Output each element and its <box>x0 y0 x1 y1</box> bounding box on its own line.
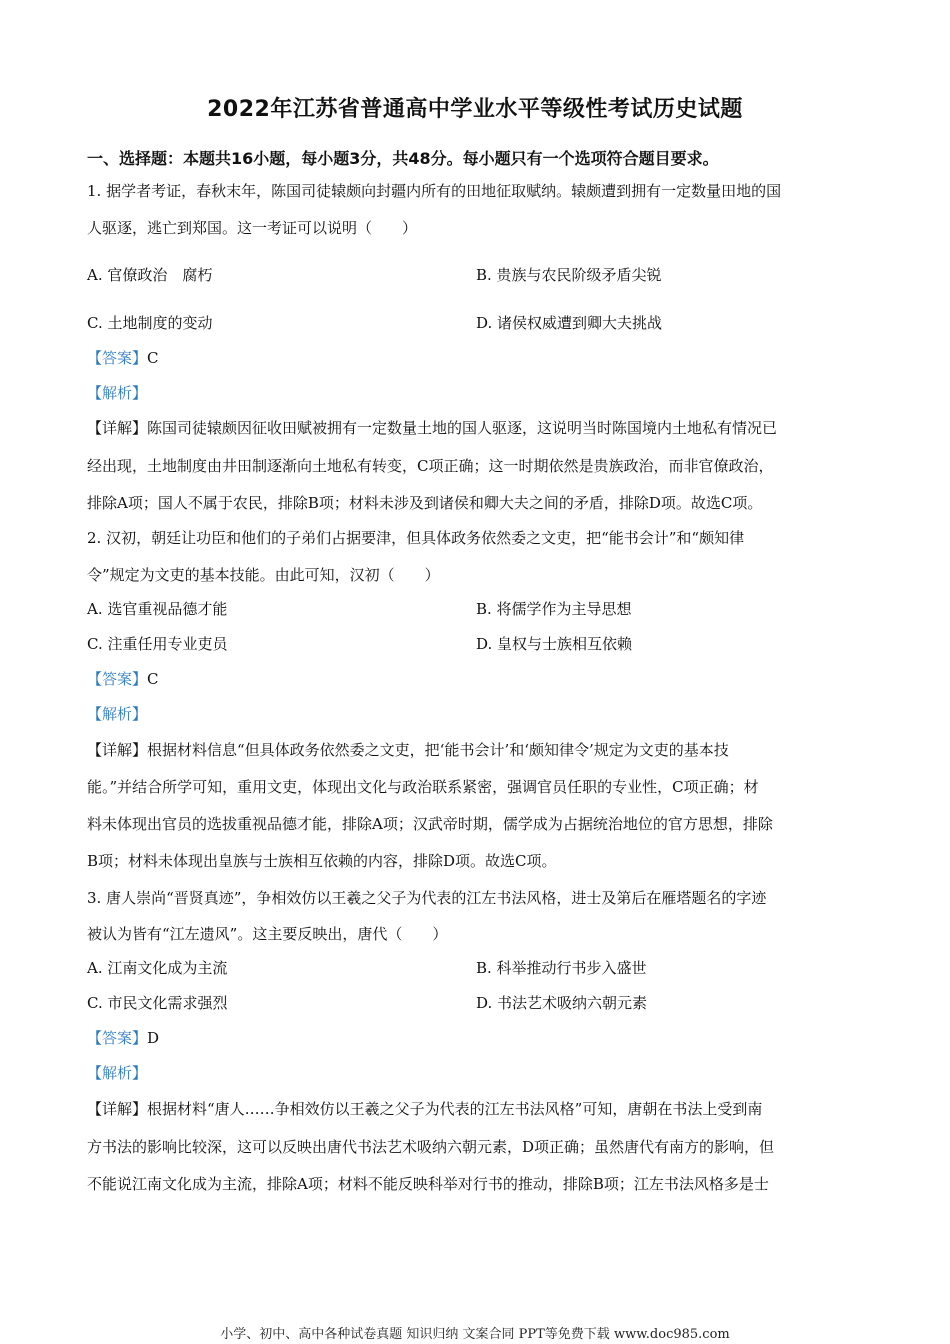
q3-option-b: B. 科举推动行书步入盛世 <box>476 959 647 977</box>
q1-detail-line-2: 经出现，土地制度由井田制逐渐向土地私有转变，C项正确；这一时期依然是贵族政治，而非官僚政治， <box>87 457 774 475</box>
q1-detail-text-1: 陈国司徒辕颇因征收田赋被拥有一定数量土地的国人驱逐，这说明当时陈国境内土地私有情况已 <box>147 419 778 437</box>
q2-answer-line <box>87 669 877 689</box>
q2-option-d: D. 皇权与士族相互依赖 <box>476 635 633 653</box>
q3-detail-line-1 <box>87 1099 877 1119</box>
q1-analysis-tag: 【解析】 <box>87 384 148 402</box>
page-footer: 小学、初中、高中各种试卷真题 知识归纳 文案合同 PPT等免费下载 www.doc985.com <box>220 1327 730 1342</box>
q2-detail-line-1 <box>87 740 877 760</box>
q3-option-c: C. 市民文化需求强烈 <box>87 994 228 1012</box>
answer-tag: 【答案】 <box>87 670 148 688</box>
q1-option-d: D. 诸侯权威遭到卿大夫挑战 <box>476 314 663 332</box>
q2-detail-line-4: B项；材料未体现出皇族与士族相互依赖的内容，排除D项。故选C项。 <box>87 852 557 870</box>
q3-analysis-tag: 【解析】 <box>87 1064 148 1082</box>
q3-option-d: D. 书法艺术吸纳六朝元素 <box>476 994 648 1012</box>
q3-stem-line-1: 3. 唐人崇尚“晋贤真迹”，争相效仿以王羲之父子为代表的江左书法风格，进士及第后在雁塔题名的字迹 <box>87 889 767 907</box>
q3-stem-line-2: 被认为皆有“江左遗风”。这主要反映出，唐代（ ） <box>87 925 448 943</box>
q2-option-b: B. 将儒学作为主导思想 <box>476 600 632 618</box>
q3-detail-line-3: 不能说江南文化成为主流，排除A项；材料不能反映科举对行书的推动，排除B项；江左书法风格多是士 <box>87 1175 769 1193</box>
q2-option-c: C. 注重任用专业吏员 <box>87 635 228 653</box>
q1-option-b: B. 贵族与农民阶级矛盾尖锐 <box>476 266 662 284</box>
q1-option-a: A. 官僚政治 腐朽 <box>87 266 213 284</box>
q2-analysis-tag: 【解析】 <box>87 705 148 723</box>
section-heading: 一、选择题：本题共16小题，每小题3分，共48分。每小题只有一个选项符合题目要求。 <box>87 149 719 168</box>
q3-option-a: A. 江南文化成为主流 <box>87 959 228 977</box>
q2-answer: C <box>147 670 159 688</box>
q2-detail-text-1: 根据材料信息“但具体政务依然委之文吏，把‘能书会计’和‘颇知律令’规定为文吏的基本技 <box>147 741 729 759</box>
q2-option-a: A. 选官重视品德才能 <box>87 600 228 618</box>
q1-detail-line-1 <box>87 418 877 438</box>
q2-detail-line-3: 料未体现出官员的选拔重视品德才能，排除A项；汉武帝时期，儒学成为占据统治地位的官方思想，排除 <box>87 815 773 833</box>
q2-stem-line-2: 令”规定为文吏的基本技能。由此可知，汉初（ ） <box>87 566 440 584</box>
q1-option-c: C. 土地制度的变动 <box>87 314 213 332</box>
detail-tag: 【详解】 <box>87 419 148 437</box>
q1-answer-line <box>87 348 877 368</box>
q2-stem-line-1: 2. 汉初，朝廷让功臣和他们的子弟们占据要津，但具体政务依然委之文吏，把“能书会计”和“颇知律 <box>87 529 745 547</box>
detail-tag: 【详解】 <box>87 741 148 759</box>
answer-tag: 【答案】 <box>87 349 148 367</box>
q1-answer: C <box>147 349 159 367</box>
q3-answer-line <box>87 1028 877 1048</box>
q1-stem-line-1: 1. 据学者考证，春秋末年，陈国司徒辕颇向封疆内所有的田地征取赋纳。辕颇遭到拥有一定数量田地的国 <box>87 182 782 200</box>
q1-stem-line-2: 人驱逐，逃亡到郑国。这一考证可以说明（ ） <box>87 219 418 237</box>
q1-detail-line-3: 排除A项；国人不属于农民，排除B项；材料未涉及到诸侯和卿大夫之间的矛盾，排除D项。故选C项。 <box>87 494 763 512</box>
detail-tag: 【详解】 <box>87 1100 148 1118</box>
page-title: 2022年江苏省普通高中学业水平等级性考试历史试题 <box>207 97 743 122</box>
q2-detail-line-2: 能。”并结合所学可知，重用文吏，体现出文化与政治联系紧密，强调官员任职的专业性，C项正确；材 <box>87 778 759 796</box>
q3-detail-text-1: 根据材料“唐人……争相效仿以王羲之父子为代表的江左书法风格”可知，唐朝在书法上受到南 <box>147 1100 763 1118</box>
q3-answer: D <box>147 1029 160 1047</box>
answer-tag: 【答案】 <box>87 1029 148 1047</box>
q3-detail-line-2: 方书法的影响比较深，这可以反映出唐代书法艺术吸纳六朝元素，D项正确；虽然唐代有南方的影响，但 <box>87 1138 775 1156</box>
